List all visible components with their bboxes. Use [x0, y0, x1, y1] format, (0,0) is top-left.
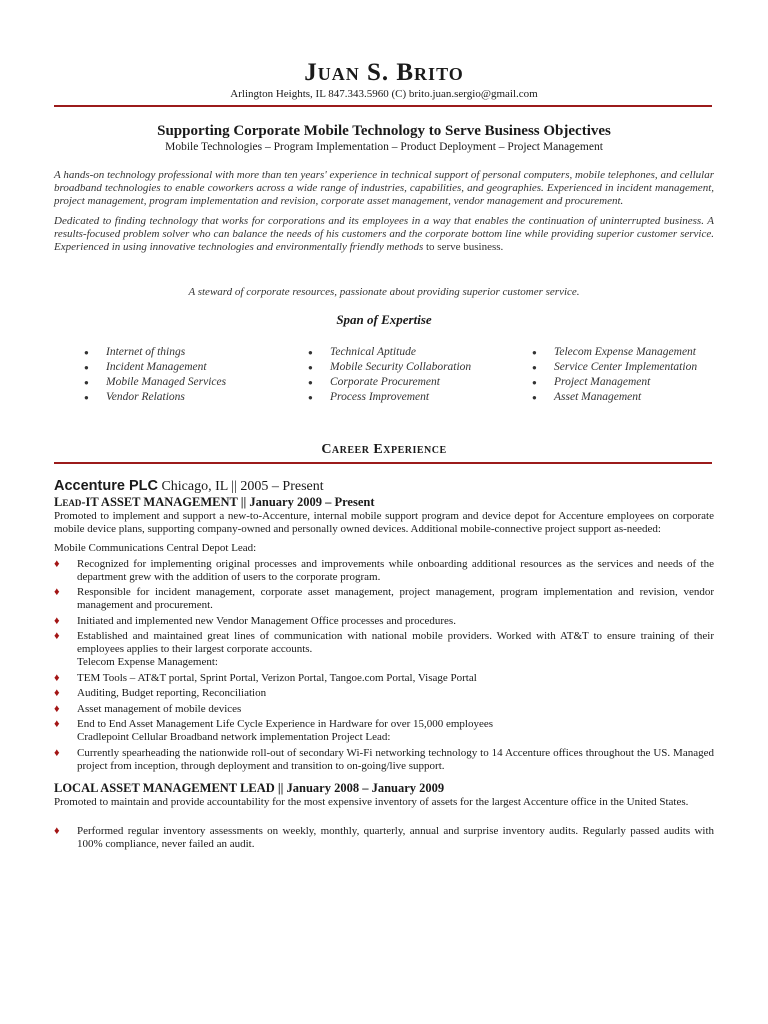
expertise-item: ● Service Center Implementation	[532, 360, 697, 375]
summary-paragraph-2-plain: to serve business.	[423, 241, 504, 254]
expertise-title: Span of Expertise	[336, 312, 432, 328]
role-1-label-1: Mobile Communications Central Depot Lead:	[54, 542, 257, 555]
expertise-item: ● Telecom Expense Management	[532, 345, 697, 360]
list-item: ♦ Performed regular inventory assessments on weekly, monthly, quarterly, annual and surprise inventory audits. Regularly passed audits with 100% compliance, never failed an audit.	[54, 825, 714, 851]
expertise-item: ● Corporate Procurement	[308, 375, 508, 390]
candidate-name: Juan S. Brito	[304, 59, 464, 86]
role-1-bullets-2	[54, 672, 714, 732]
list-item: ♦ End to End Asset Management Life Cycle Experience in Hardware for over 15,000 employees	[54, 718, 714, 731]
company-name: Accenture PLC	[54, 478, 158, 495]
list-item: ♦ Initiated and implemented new Vendor Management Office processes and procedures.	[54, 615, 714, 628]
summary-paragraph-2-italic: Dedicated to finding technology that works for corporations and its employees in a way that enables the continuation of uninterrupted business. A results-focused problem solver who can balance the needs of his customers and the corporate bottom line while providing superior customer service. Experienced in using innovative technologies and environmentally friendly methods	[54, 214, 714, 254]
summary-paragraph-1: A hands-on technology professional with more than ten years' experience in technical support of personal computers, mobile telephones, and cellular broadband technologies to enable coworkers across a wide range of industries, capabilities, and geographies. Experienced in incident management, project management, program implementation and revision, corporate asset management, vendor management and procurement.	[54, 169, 714, 208]
role-title-2: LOCAL ASSET MANAGEMENT LEAD || January 2008 – January 2009	[54, 780, 445, 795]
expertise-item: ● Incident Management	[84, 360, 284, 375]
summary-section	[54, 169, 714, 254]
role-2-intro: Promoted to maintain and provide accountability for the most expensive inventory of assets for the largest Accenture office in the United States.	[54, 795, 689, 808]
expertise-item: ● Asset Management	[532, 390, 697, 405]
steward-statement: A steward of corporate resources, passionate about providing superior customer service.	[188, 286, 580, 299]
expertise-item: ● Vendor Relations	[84, 390, 284, 405]
resume-page	[54, 0, 714, 851]
career-divider	[54, 462, 712, 464]
list-item: ♦ Established and maintained great lines of communication with national mobile providers. Worked with AT&T to ensure training of their employees applies to their largest corporate accounts.	[54, 630, 714, 656]
company-line	[54, 478, 714, 495]
header-divider	[54, 105, 712, 107]
role-1-intro: Promoted to implement and support a new-to-Accenture, internal mobile support program and device depot for Accenture employees on corporate mobile device plans, supporting company-owned and personally owned devices. Additional mobile-connective project support as-needed:	[54, 510, 714, 536]
expertise-item: ● Mobile Security Collaboration	[308, 360, 508, 375]
expertise-item: ● Technical Aptitude	[308, 345, 508, 360]
expertise-column-1	[84, 345, 284, 405]
role-1-bullets-3	[54, 747, 714, 773]
contact-info: Arlington Heights, IL 847.343.5960 (C) brito.juan.sergio@gmail.com	[230, 88, 538, 100]
headline-title: Supporting Corporate Mobile Technology to Serve Business Objectives	[157, 123, 611, 139]
headline-subtitle: Mobile Technologies – Program Implementation – Product Deployment – Project Management	[165, 141, 603, 153]
list-item: ♦ Currently spearheading the nationwide roll-out of secondary Wi-Fi networking technology to 14 Accenture offices throughout the US. Managed project from inception, through deployment and transition to on-going/live support.	[54, 747, 714, 773]
list-item: ♦ Recognized for implementing original processes and improvements while onboarding additional resources as the services and needs of the department grew with the addition of users to the corporate program.	[54, 558, 714, 584]
list-item: ♦ TEM Tools – AT&T portal, Sprint Portal, Verizon Portal, Tangoe.com Portal, Visage Portal	[54, 672, 714, 685]
expertise-item: ● Process Improvement	[308, 390, 508, 405]
expertise-item: ● Internet of things	[84, 345, 284, 360]
expertise-list	[54, 345, 714, 405]
role-2-bullets	[54, 825, 714, 851]
expertise-column-3	[532, 345, 697, 405]
list-item: ♦ Auditing, Budget reporting, Reconciliation	[54, 687, 714, 700]
expertise-column-2	[308, 345, 508, 405]
role-title-1	[54, 495, 714, 510]
expertise-item: ● Project Management	[532, 375, 697, 390]
role-1-label-3: Cradlepoint Cellular Broadband network implementation Project Lead:	[77, 731, 391, 744]
role-title-1-prefix: Lead	[54, 495, 82, 510]
expertise-item: ● Mobile Managed Services	[84, 375, 284, 390]
role-1-label-2: Telecom Expense Management:	[77, 656, 218, 669]
role-title-1-rest: -IT ASSET MANAGEMENT || January 2009 – Present	[81, 495, 375, 510]
career-section-title: Career Experience	[321, 442, 447, 458]
list-item: ♦ Asset management of mobile devices	[54, 703, 714, 716]
company-detail: Chicago, IL || 2005 – Present	[157, 479, 324, 495]
summary-paragraph-2	[54, 215, 714, 255]
list-item: ♦ Responsible for incident management, corporate asset management, project management, program implementation and revision, vendor management and procurement.	[54, 586, 714, 612]
role-1-bullets-1	[54, 558, 714, 657]
